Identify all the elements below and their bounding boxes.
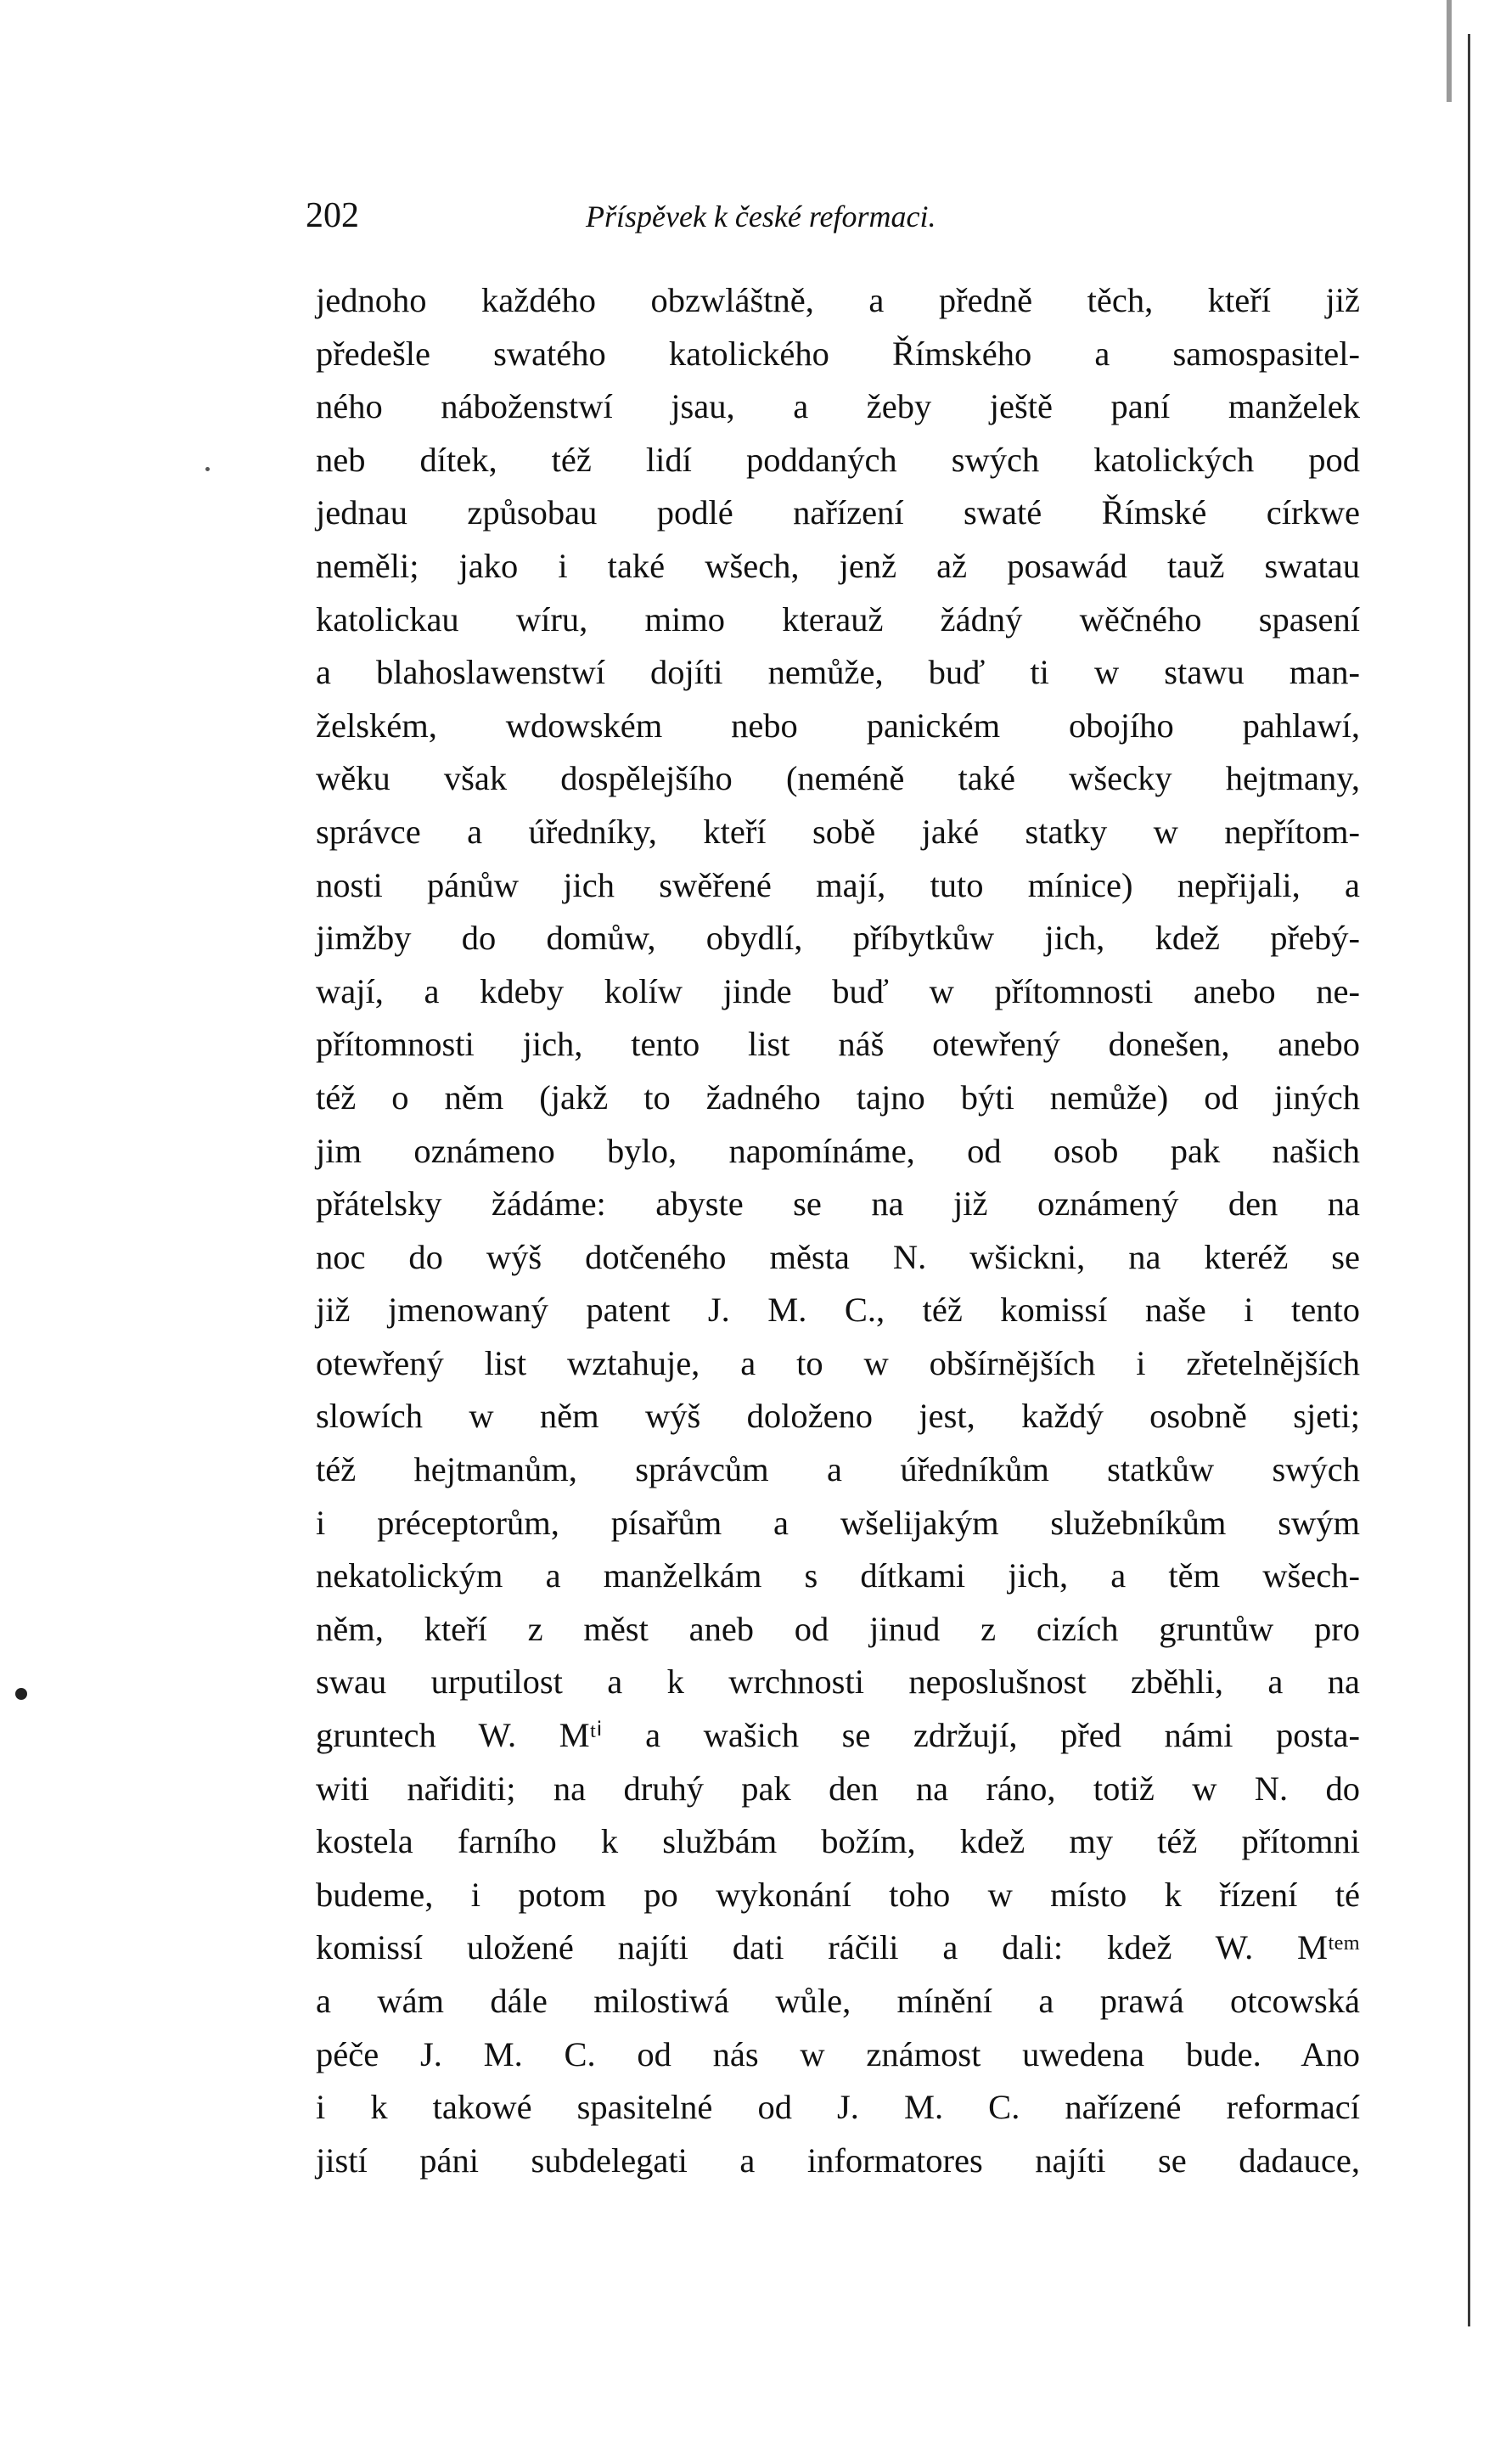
margin-mark [15, 1688, 27, 1700]
body-text [316, 274, 1360, 2187]
text-line: noc do wýš dotčeného města N. wšickni, na kteréž se [316, 1237, 1360, 1276]
text-line: neb dítek, též lidí poddaných swých katolických pod [316, 440, 1360, 479]
text-line: jimžby do domůw, obydlí, příbytkůw jich, kdež přebý- [316, 919, 1360, 958]
text-line: wají, a kdeby kolíw jinde buď w přítomnosti anebo ne- [316, 971, 1360, 1010]
text-line: i préceptorům, písařům a wšelijakým služebníkům swým [316, 1503, 1360, 1542]
page-header [306, 195, 1367, 246]
text-line: předešle swatého katolického Římského a samospasitel- [316, 334, 1360, 373]
text-line: správce a úředníky, kteří sobě jaké statky w nepřítom- [316, 812, 1360, 851]
page-edge-shadow [1447, 0, 1452, 102]
text-line: swau urputilost a k wrchnosti neposlušnost zběhli, a na [316, 1662, 1360, 1702]
text-line: komissí uložené najíti dati ráčili a dali: kdež W. Mᵗᵉᵐ [316, 1928, 1360, 1967]
text-line: budeme, i potom po wykonání toho w místo k řízení té [316, 1875, 1360, 1914]
text-line: jistí páni subdelegati a informatores najíti se dadauce, [316, 2141, 1360, 2180]
text-line: jim oznámeno bylo, napomínáme, od osob pak našich [316, 1131, 1360, 1170]
text-line: jednoho každého obzwláštně, a předně těch, kteří již [316, 281, 1360, 319]
text-line: neměli; jako i také wšech, jenž až posawád tauž swatau [316, 546, 1360, 585]
text-line: nekatolickým a manželkám s dítkami jich, a těm wšech- [316, 1556, 1360, 1595]
text-line: otewřený list wztahuje, a to w obšírnějších i zřetelnějších [316, 1343, 1360, 1382]
text-line: nosti pánůw jich swěřené mají, tuto mínice) nepřijali, a [316, 865, 1360, 904]
text-line: kostela farního k službám božím, kdež my též přítomni [316, 1822, 1360, 1861]
page-edge [1438, 0, 1489, 2464]
text-line: wěku však dospělejšího (neméně také wšecky hejtmany, [316, 759, 1360, 798]
text-line: též o něm (jakž to žadného tajno býti nemůže) od jiných [316, 1077, 1360, 1117]
text-line: slowích w něm wýš doloženo jest, každý osobně sjeti; [316, 1397, 1360, 1436]
text-line: přátelsky žádáme: abyste se na již oznámený den na [316, 1184, 1360, 1224]
text-line: péče J. M. C. od nás w známost uwedena bude. Ano [316, 2034, 1360, 2073]
page-edge-line [1468, 34, 1470, 2326]
text-line: též hejtmanům, správcům a úředníkům statkůw swých [316, 1450, 1360, 1489]
text-line: ného náboženstwí jsau, a žeby ještě paní manželek [316, 387, 1360, 426]
running-title: Příspěvek k české reformaci. [586, 200, 936, 233]
text-line: katolickau wíru, mimo kterauž žádný wěčného spasení [316, 599, 1360, 639]
text-line: gruntech W. Mᵗⁱ a wašich se zdržují, před námi posta- [316, 1716, 1360, 1755]
text-line: a wám dále milostiwá wůle, mínění a prawá otcowská [316, 1982, 1360, 2020]
text-line: witi nařiditi; na druhý pak den na ráno, totiž w N. do [316, 1769, 1360, 1808]
text-line: i k takowé spasitelné od J. M. C. nařízené reformací [316, 2088, 1360, 2127]
margin-speck [205, 467, 210, 471]
text-line: a blahoslawenstwí dojíti nemůže, buď ti w stawu man- [316, 653, 1360, 692]
page-number: 202 [306, 196, 359, 235]
text-line: přítomnosti jich, tento list náš otewřený donešen, anebo [316, 1025, 1360, 1064]
text-line: něm, kteří z měst aneb od jinud z cizích gruntůw pro [316, 1609, 1360, 1648]
text-line: již jmenowaný patent J. M. C., též komissí naše i tento [316, 1291, 1360, 1330]
text-line: jednau způsobau podlé nařízení swaté Římské církwe [316, 493, 1360, 532]
text-line: želském, wdowském nebo panickém obojího pahlawí, [316, 706, 1360, 745]
